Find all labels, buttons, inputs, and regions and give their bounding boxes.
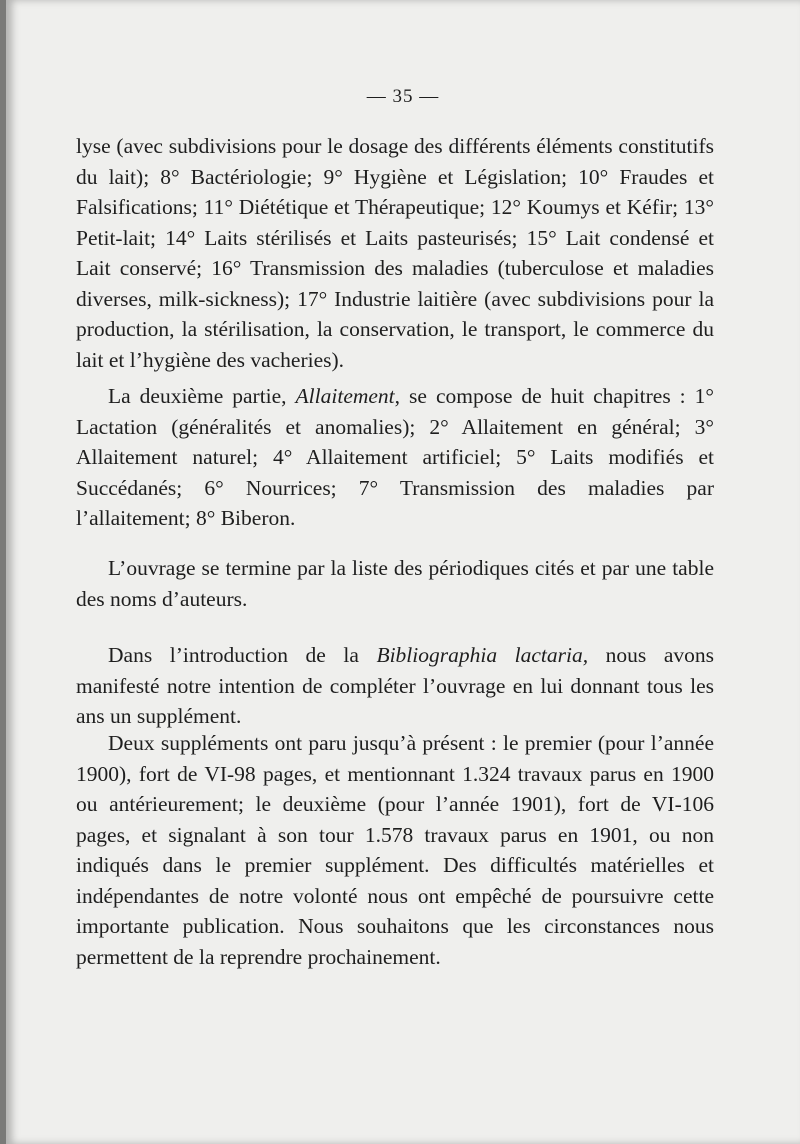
paragraph-text: lyse (avec subdivisions pour le dosage des différents éléments constitutifs du lait); 8° Bactériologie; 9° Hygiène et Législation; 10° Fraudes et Falsifications; 11° Diététique et Thérapeutique; 12° Koumys et Kéfir; 13° Petit-lait; 14° Laits stérilisés et Laits pasteurisés; 15° Lait condensé et Lait conservé; 16° Transmission des maladies (tuberculose et maladies diverses, milk-sickness); 17° Industrie laitière (avec subdivisions pour la production, la stérilisation, la conservation, le transport, le commerce du lait et l’hygiène des vacheries). xyxy=(76,134,714,372)
paragraph-supplements xyxy=(76,728,714,972)
book-page xyxy=(6,0,800,1144)
paragraph-text: Deux suppléments ont paru jusqu’à présent : le premier (pour l’année 1900), fort de VI-98 pages, et mentionnant 1.324 travaux parus en 1900 ou antérieurement; le deuxième (pour l’année 1901), fort de VI-106 pages, et signalant à son tour 1.578 travaux parus en 1901, ou non indiqués dans le premier supplément. Des difficultés matérielles et indépendantes de notre volonté nous ont empêché de poursuivre cette importante publication. Nous souhaitons que les circonstances nous permettent de la reprendre prochainement. xyxy=(76,731,714,969)
paragraph-chapter-list-continued xyxy=(76,131,714,375)
paragraph-text xyxy=(76,381,714,534)
paragraph-text xyxy=(76,640,714,732)
text-segment: nous avons manifesté notre intention de compléter l’ouvrage en lui donnant tous les ans un supplément. xyxy=(76,643,714,728)
italic-title-bibliographia: Bibliographia lactaria, xyxy=(376,643,589,667)
paragraph-second-part xyxy=(76,381,714,534)
paragraph-text: L’ouvrage se termine par la liste des périodiques cités et par une table des noms d’auteurs. xyxy=(76,556,714,611)
text-segment: Dans l’introduction de la xyxy=(108,643,377,667)
text-segment: La deuxième partie, xyxy=(108,384,296,408)
paragraph-introduction xyxy=(76,640,714,732)
italic-title-allaitement: Allaitement xyxy=(295,384,395,408)
page-number: — 35 — xyxy=(366,86,440,107)
text-segment: , se compose de huit chapitres : 1° Lactation (généralités et anomalies); 2° Allaitement en général; 3° Allaitement naturel; 4° Allaitement artificiel; 5° Laits modifiés et Succédanés; 6° Nourrices; 7° Transmission des maladies par l’allaitement; 8° Biberon. xyxy=(76,384,714,530)
paragraph-conclusion xyxy=(76,553,714,614)
